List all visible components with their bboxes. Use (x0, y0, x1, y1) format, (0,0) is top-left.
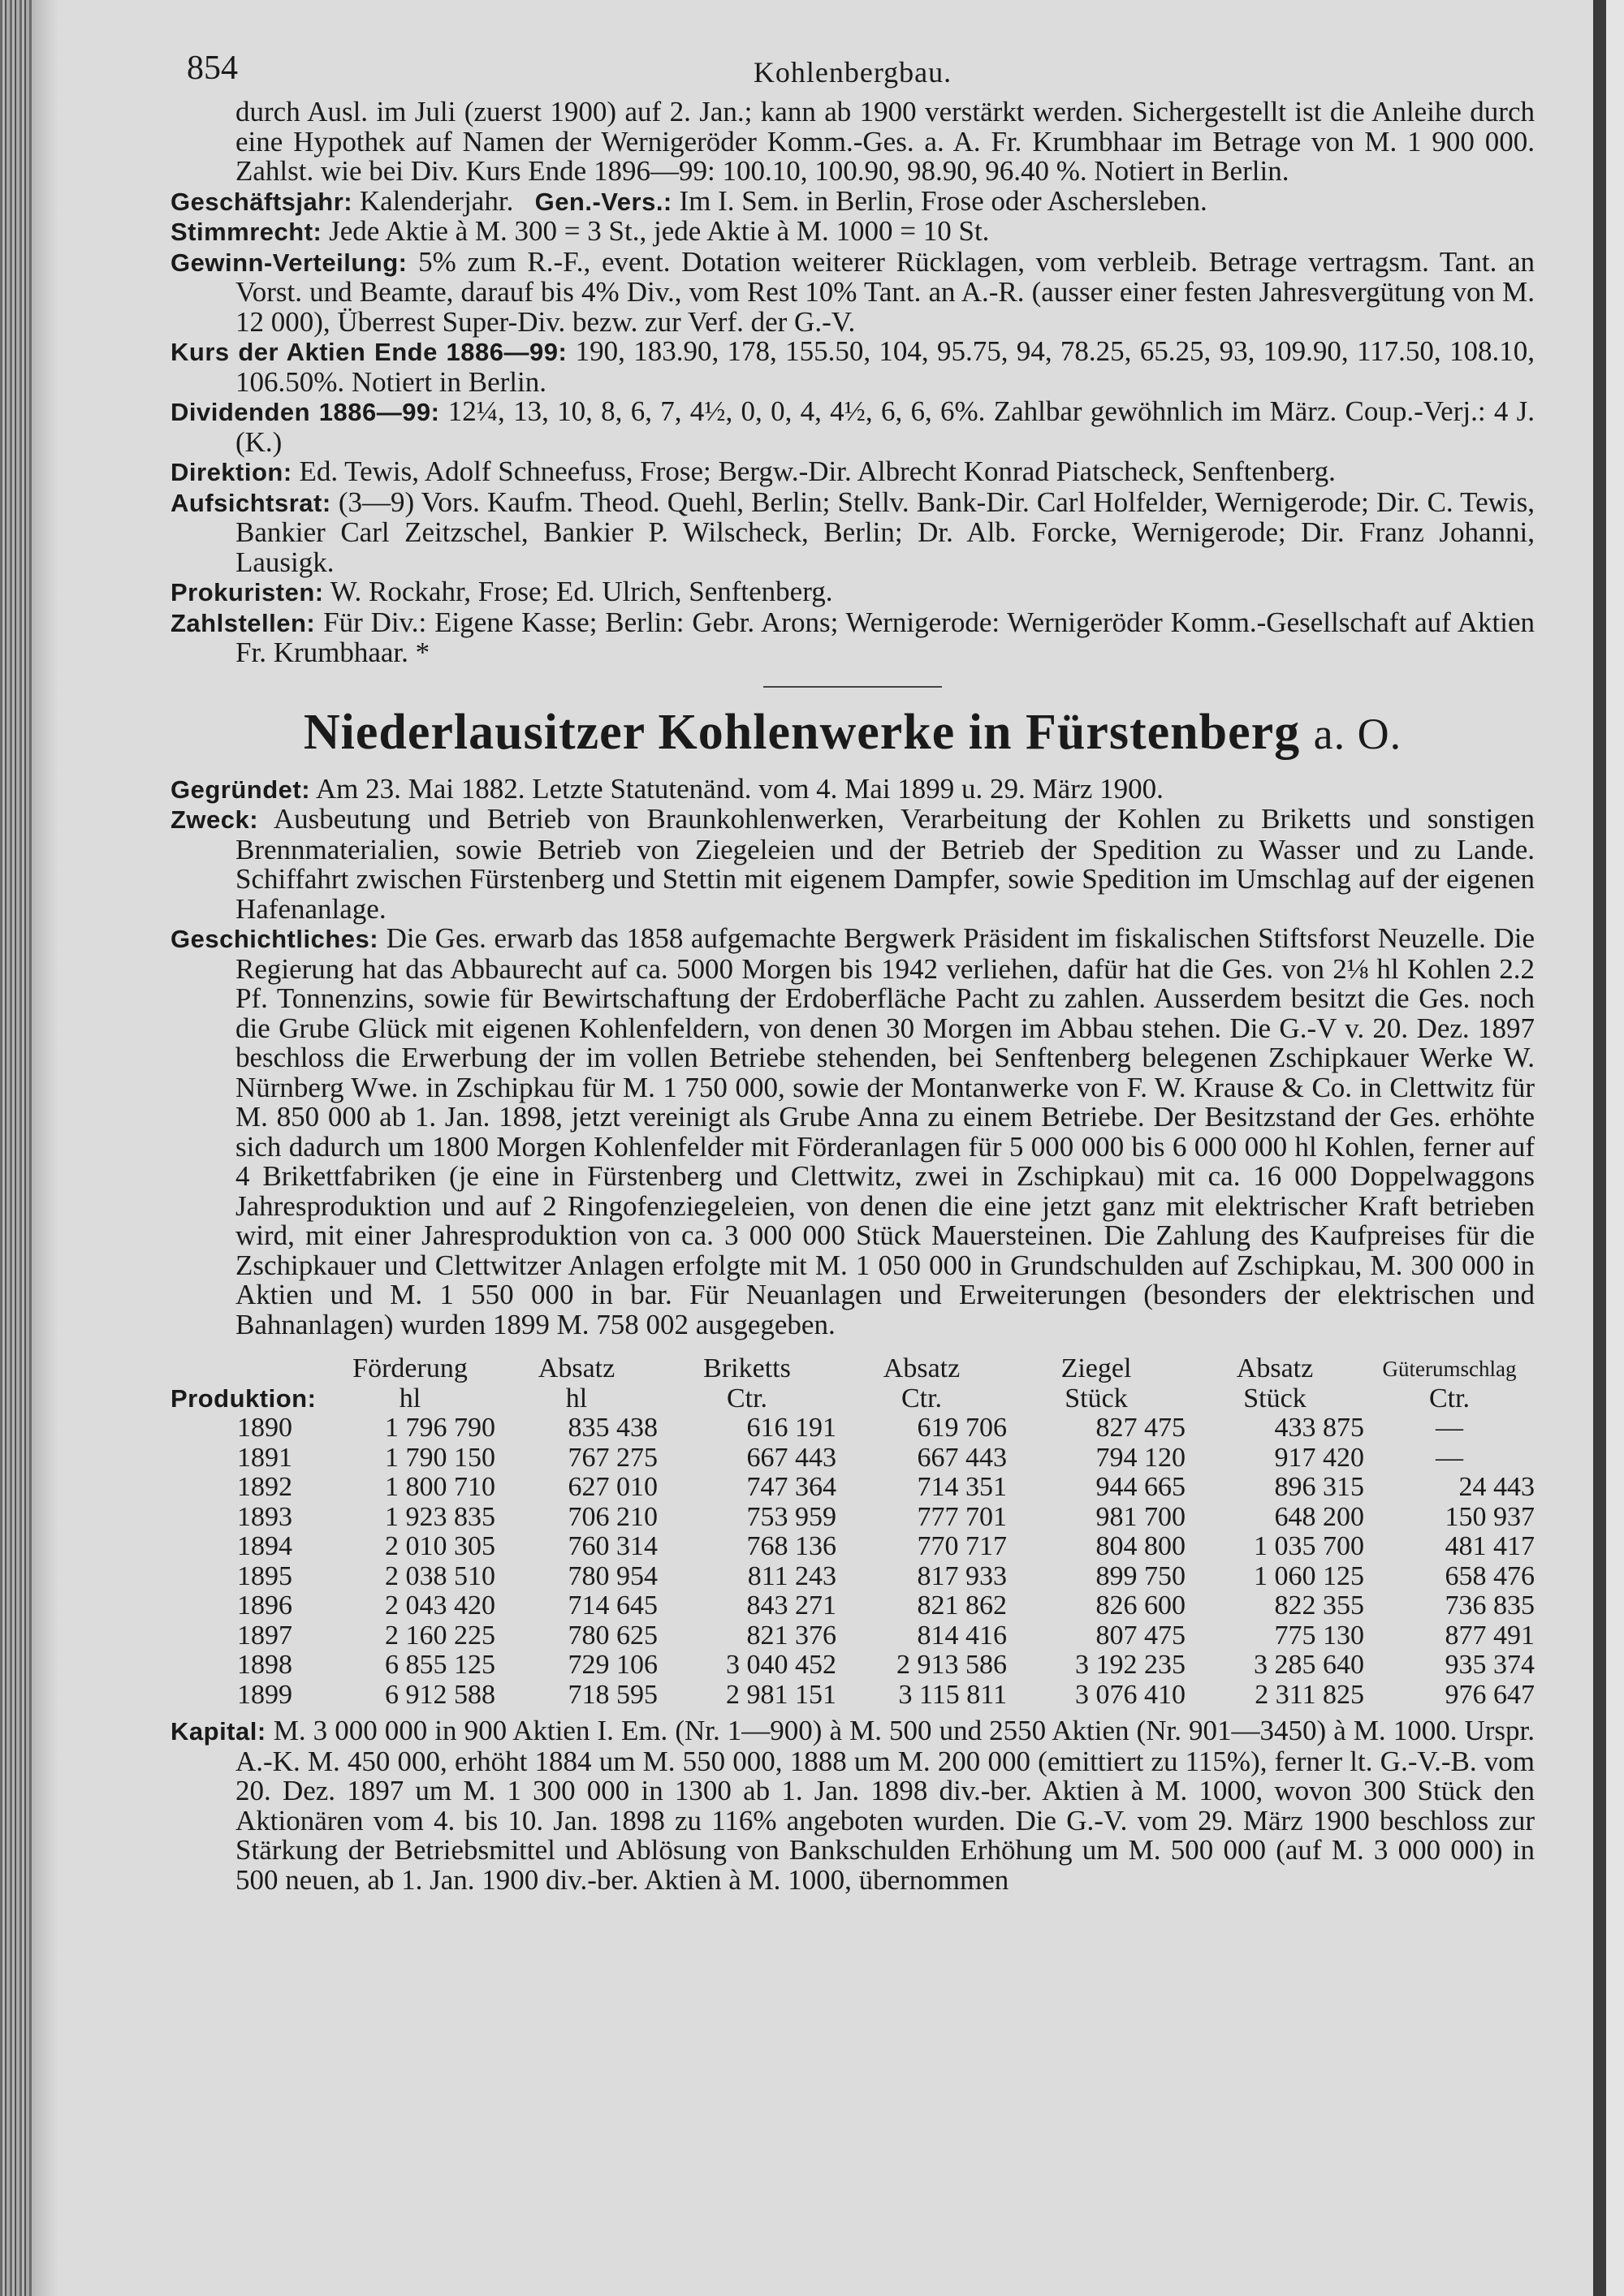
binding-shadow (34, 0, 58, 2296)
table-row (171, 1562, 1535, 1592)
value-cell: 3 285 640 (1254, 1650, 1364, 1680)
value-cell: 729 106 (568, 1650, 658, 1680)
year-cell: 1890 (237, 1413, 292, 1443)
produktion-label: Produktion: (171, 1383, 317, 1413)
aufsichtsrat-field (171, 488, 1535, 578)
table-row (171, 1621, 1535, 1651)
stimmrecht-field (171, 217, 1535, 248)
column-header: Absatz (1236, 1353, 1314, 1383)
year-cell: 1893 (237, 1501, 292, 1532)
value-cell: 827 475 (1095, 1413, 1186, 1443)
running-title: Kohlenbergbau. (753, 56, 952, 88)
company-title: Niederlausitzer Kohlenwerke in Fürstenberg (303, 704, 1301, 760)
value-cell: 804 800 (1095, 1531, 1186, 1561)
field-label: Zahlstellen: (171, 608, 316, 637)
table-row (171, 1681, 1535, 1711)
value-cell: 2 043 420 (385, 1590, 495, 1621)
table-row (171, 1413, 1535, 1444)
value-cell: 976 647 (1445, 1679, 1535, 1710)
value-cell: 648 200 (1274, 1501, 1364, 1532)
value-cell: 667 443 (917, 1442, 1007, 1473)
field-value: Für Div.: Eigene Kasse; Berlin: Gebr. Arons; Wernigerode: Wernigeröder Komm.-Gesellschaft auf Aktien Fr. Krumbhaar. * (235, 606, 1535, 668)
year-cell: 1897 (237, 1620, 292, 1651)
geschaeftsjahr-field (171, 184, 1535, 218)
field-label: Direktion: (171, 458, 292, 486)
field-label: Zweck: (171, 805, 259, 834)
gegruendet-field (171, 772, 1535, 805)
value-cell: 777 701 (917, 1501, 1007, 1532)
value-cell: 714 351 (917, 1472, 1007, 1502)
value-cell: 3 192 235 (1075, 1650, 1186, 1680)
table-row (171, 1444, 1535, 1474)
value-cell: 6 912 588 (385, 1679, 495, 1710)
field-value: Im I. Sem. in Berlin, Frose oder Aschersleben. (679, 184, 1207, 217)
value-cell: 843 271 (746, 1590, 836, 1621)
year-cell: 1896 (237, 1590, 292, 1621)
field-value: Ausbeutung und Betrieb von Braunkohlenwerken, Verarbeitung der Kohlen zu Briketts und sonstigen Brennmaterialien, sowie Betrieb von Ziegeleien und der Betrieb der Spedition zu Wasser und zu Lande. Schiffahrt zwischen Fürstenberg und Stettin mit eigenem Dampfer, sowie Spedition im Umschlag auf der eigenen Hafenanlage. (235, 803, 1535, 925)
value-cell: 835 438 (568, 1413, 658, 1443)
value-cell: 807 475 (1095, 1620, 1186, 1651)
entry-separator (763, 686, 942, 688)
field-label: Prokuristen: (171, 578, 324, 606)
gewinn-verteilung-field (171, 245, 1535, 338)
value-cell: 935 374 (1445, 1650, 1535, 1680)
dividenden-field (171, 397, 1535, 457)
value-cell: 2 913 586 (896, 1650, 1007, 1680)
value-cell: 24 443 (1458, 1472, 1535, 1502)
value-cell: 150 937 (1445, 1501, 1535, 1532)
direktion-field (171, 457, 1535, 488)
column-header: Absatz (538, 1353, 615, 1383)
company-heading (171, 704, 1535, 762)
value-cell: 706 210 (568, 1501, 658, 1532)
field-label: Gegründet: (171, 775, 311, 804)
value-cell: 619 706 (917, 1413, 1007, 1443)
value-cell: 736 835 (1445, 1590, 1535, 1621)
column-header: Ziegel (1060, 1353, 1132, 1383)
prokuristen-field (171, 577, 1535, 608)
field-value: 12¼, 13, 10, 8, 6, 7, 4½, 0, 0, 4, 4½, 6, 6, 6%. Zahlbar gewöhnlich im März. Coup.-Verj.: 4 J. (K.) (235, 395, 1535, 458)
value-cell: 794 120 (1095, 1442, 1186, 1473)
field-value: Die Ges. erwarb das 1858 aufgemachte Bergwerk Präsident im fiskalischen Stiftsforst Neuzelle. Die Regierung hat das Abbaurecht auf ca. 5000 Morgen bis 1942 verliehen, dafür hat die Ges. von 2⅛ hl Kohlen 2.2 Pf. Tonnenzins, sowie für Bewirtschaftung der Erdoberfläche Pacht zu zahlen. Ausserdem besitzt die Ges. noch die Grube Glück mit eigenen Kohlenfeldern, von denen 30 Morgen im Abbau stehen. Die G.-V v. 20. Dez. 1897 beschloss die Erwerbung der im vollen Betriebe stehenden, bei Senftenberg belegenen Zschipkauer Werke W. Nürnberg Wwe. in Zschipkau für M. 1 750 000, sowie der Montanwerke von F. W. Krause & Co. in Clettwitz für M. 850 000 ab 1. Jan. 1898, jetzt vereinigt als Grube Anna zu einem Betriebe. Der Besitzstand der Ges. erhöhte sich dadurch um 1800 Morgen Kohlenfelder mit Förderanlagen für 5 000 000 bis 6 000 000 hl Kohlen, ferner auf 4 Brikettfabriken (je eine in Fürstenberg und Clettwitz, zwei in Zschipkau) mit ca. 16 000 Doppelwaggons Jahresproduktion und auf 2 Ringofenziegeleien, von denen die eine jetzt ganz mit elektrischer Kraft betrieben wird, mit einer Jahresproduktion von ca. 3 000 000 Stück Mauersteinen. Die Zahlung des Kaufpreises für die Zschipkauer und Clettwitzer Anlagen erfolgte mit M. 1 050 000 in Grundschulden auf Zschipkau, M. 300 000 in Aktien und M. 1 550 000 in bar. Für Neuanlagen und Erweiterungen (besonders der elektrischen und Bahnanlagen) wurden 1899 M. 758 002 ausgegeben. (235, 922, 1535, 1340)
table-row (171, 1473, 1535, 1503)
value-cell: 481 417 (1445, 1531, 1535, 1561)
column-unit: Ctr. (901, 1383, 943, 1413)
value-cell: 667 443 (746, 1442, 836, 1473)
column-header: Briketts (703, 1353, 791, 1383)
column-unit: Ctr. (726, 1383, 768, 1413)
value-cell: 616 191 (746, 1413, 836, 1443)
year-cell: 1892 (237, 1472, 292, 1502)
column-header: Absatz (883, 1353, 961, 1383)
value-cell: 433 875 (1274, 1413, 1364, 1443)
value-cell: 811 243 (747, 1560, 836, 1591)
produktion-rows (171, 1413, 1535, 1710)
year-cell: 1898 (237, 1650, 292, 1680)
value-cell: 1 800 710 (385, 1472, 495, 1502)
value-cell: 1 796 790 (385, 1413, 495, 1443)
value-cell: 3 076 410 (1075, 1679, 1186, 1710)
geschichtliches-field (171, 924, 1535, 1340)
value-cell: 6 855 125 (385, 1650, 495, 1680)
running-header (171, 41, 1535, 97)
value-cell: 896 315 (1274, 1472, 1364, 1502)
value-cell: 2 311 825 (1255, 1679, 1364, 1710)
value-cell: — (1436, 1413, 1463, 1443)
column-header: Förderung (352, 1353, 468, 1383)
field-value: (3—9) Vors. Kaufm. Theod. Quehl, Berlin; Stellv. Bank-Dir. Carl Holfelder, Wernigerode; Dir. C. Tewis, Bankier Carl Zeitzschel, Bankier P. Wilscheck, Berlin; Dr. Alb. Forcke, Wernigerode; Dir. Franz Johanni, Lausigk. (235, 486, 1535, 578)
value-cell: 775 130 (1274, 1620, 1364, 1651)
zweck-field (171, 805, 1535, 924)
value-cell: 760 314 (568, 1531, 658, 1561)
field-label: Gen.-Vers.: (534, 187, 672, 216)
table-row (171, 1651, 1535, 1681)
value-cell: 3 115 811 (898, 1679, 1007, 1710)
field-value: Kalenderjahr. (359, 184, 514, 217)
year-cell: 1899 (237, 1679, 292, 1710)
value-cell: 753 959 (746, 1501, 836, 1532)
field-value: 190, 183.90, 178, 155.50, 104, 95.75, 94, 78.25, 65.25, 93, 109.90, 117.50, 108.10, 106.50%. Notiert in Berlin. (235, 335, 1535, 398)
value-cell: 2 010 305 (385, 1531, 495, 1561)
table-row (171, 1532, 1535, 1562)
zahlstellen-field (171, 608, 1535, 668)
value-cell: 780 625 (568, 1620, 658, 1651)
field-label: Geschichtliches: (171, 925, 379, 953)
page-right-edge (1593, 0, 1606, 2296)
column-unit: Stück (1243, 1383, 1307, 1413)
value-cell: 1 060 125 (1254, 1560, 1364, 1591)
value-cell: 1 790 150 (385, 1442, 495, 1473)
kapital-field (171, 1716, 1535, 1895)
column-unit: hl (399, 1383, 421, 1413)
company-entry (171, 772, 1535, 1896)
field-value: 5% zum R.-F., event. Dotation weiterer Rücklagen, vom verbleib. Betrage vertragsm. Tant. an Vorst. und Beamte, darauf bis 4% Div., vom Rest 10% Tant. an A.-R. (ausser einer festen Jahresvergütung von M. 12 000), Überrest Super-Div. bezw. zur Verf. der G.-V. (235, 245, 1535, 338)
value-cell: 2 038 510 (385, 1560, 495, 1591)
value-cell: 658 476 (1445, 1560, 1535, 1591)
value-cell: 718 595 (568, 1679, 658, 1710)
value-cell: 814 416 (917, 1620, 1007, 1651)
column-unit: Stück (1065, 1383, 1128, 1413)
value-cell: 981 700 (1095, 1501, 1186, 1532)
previous-entry (171, 97, 1535, 668)
field-value: Jede Aktie à M. 300 = 3 St., jede Aktie à M. 1000 = 10 St. (329, 215, 990, 247)
table-row (171, 1591, 1535, 1621)
field-label: Kapital: (171, 1717, 266, 1746)
value-cell: 2 160 225 (385, 1620, 495, 1651)
field-label: Stimmrecht: (171, 218, 322, 246)
value-cell: 747 364 (746, 1472, 836, 1502)
company-title-suffix: a. O. (1313, 709, 1402, 758)
field-label: Gewinn-Verteilung: (171, 248, 408, 277)
value-cell: 2 981 151 (726, 1679, 836, 1710)
produktion-table (171, 1354, 1535, 1710)
value-cell: 627 010 (568, 1472, 658, 1502)
value-cell: 767 275 (568, 1442, 658, 1473)
page-right-margin (1606, 0, 1624, 2296)
field-label: Geschäftsjahr: (171, 187, 353, 216)
value-cell: 3 040 452 (726, 1650, 836, 1680)
value-cell: 768 136 (746, 1531, 836, 1561)
year-cell: 1891 (237, 1442, 292, 1473)
table-header-row (171, 1354, 1535, 1384)
table-unit-row (171, 1384, 1535, 1414)
kurs-field (171, 337, 1535, 397)
field-value: W. Rockahr, Frose; Ed. Ulrich, Senftenberg. (330, 576, 833, 607)
field-value: Ed. Tewis, Adolf Schneefuss, Frose; Bergw.-Dir. Albrecht Konrad Piatscheck, Senftenberg. (299, 455, 1336, 487)
value-cell: 899 750 (1095, 1560, 1186, 1591)
field-label: Aufsichtsrat: (171, 488, 331, 517)
value-cell: 821 376 (746, 1620, 836, 1651)
table-row (171, 1503, 1535, 1533)
field-value: Am 23. Mai 1882. Letzte Statutenänd. vom 4. Mai 1899 u. 29. März 1900. (315, 772, 1164, 805)
value-cell: 821 862 (917, 1590, 1007, 1621)
column-unit: hl (565, 1383, 588, 1413)
year-cell: 1895 (237, 1560, 292, 1591)
value-cell: 822 355 (1274, 1590, 1364, 1621)
value-cell: 917 420 (1274, 1442, 1364, 1473)
value-cell: 1 035 700 (1254, 1531, 1364, 1561)
field-value: M. 3 000 000 in 900 Aktien I. Em. (Nr. 1—900) à M. 500 und 2550 Aktien (Nr. 901—3450) à M. 1000. Urspr. A.-K. M. 450 000, erhöht 1884 um M. 550 000, 1888 um M. 200 000 (emittiert zu 115%), ferner lt. G.-V.-B. vom 20. Dez. 1897 um M. 1 300 000 in 1300 ab 1. Jan. 1898 div.-ber. Aktien à M. 1000, wovon 300 Stück den Aktionären vom 4. bis 10. Jan. 1898 zu 116% angeboten wurden. Die G.-V. vom 29. März 1900 beschloss zur Stärkung der Betriebsmittel und Ablösung von Bankschulden Erhöhung um M. 500 000 (auf M. 3 000 000) in 500 neuen, ab 1. Jan. 1900 div.-ber. Aktien à M. 1000, übernommen (235, 1715, 1535, 1896)
value-cell: 817 933 (917, 1560, 1007, 1591)
continuation-paragraph: durch Ausl. im Juli (zuerst 1900) auf 2. Jan.; kann ab 1900 verstärkt werden. Sichergestellt ist die Anleihe durch eine Hypothek auf Namen der Wernigeröder Komm.-Ges. a. A. Fr. Krumbhaar im Betrage von M. 1 900 000. Zahlst. wie bei Div. Kurs Ende 1896—99: 100.10, 100.90, 98.90, 96.40 %. Notiert in Berlin. (235, 96, 1535, 187)
value-cell: 780 954 (568, 1560, 658, 1591)
book-binding-edge (0, 0, 34, 2296)
field-label: Kurs der Aktien Ende 1886—99: (171, 338, 568, 366)
field-label: Dividenden 1886—99: (171, 398, 440, 426)
value-cell: — (1436, 1442, 1463, 1473)
column-unit: Ctr. (1428, 1383, 1471, 1413)
value-cell: 944 665 (1095, 1472, 1186, 1502)
column-header: Güterumschlag (1382, 1357, 1517, 1381)
page-number: 854 (187, 50, 238, 87)
value-cell: 1 923 835 (385, 1501, 495, 1532)
value-cell: 877 491 (1445, 1620, 1535, 1651)
value-cell: 770 717 (917, 1531, 1007, 1561)
year-cell: 1894 (237, 1531, 292, 1561)
value-cell: 826 600 (1095, 1590, 1186, 1621)
value-cell: 714 645 (568, 1590, 658, 1621)
document-page (171, 41, 1535, 1895)
